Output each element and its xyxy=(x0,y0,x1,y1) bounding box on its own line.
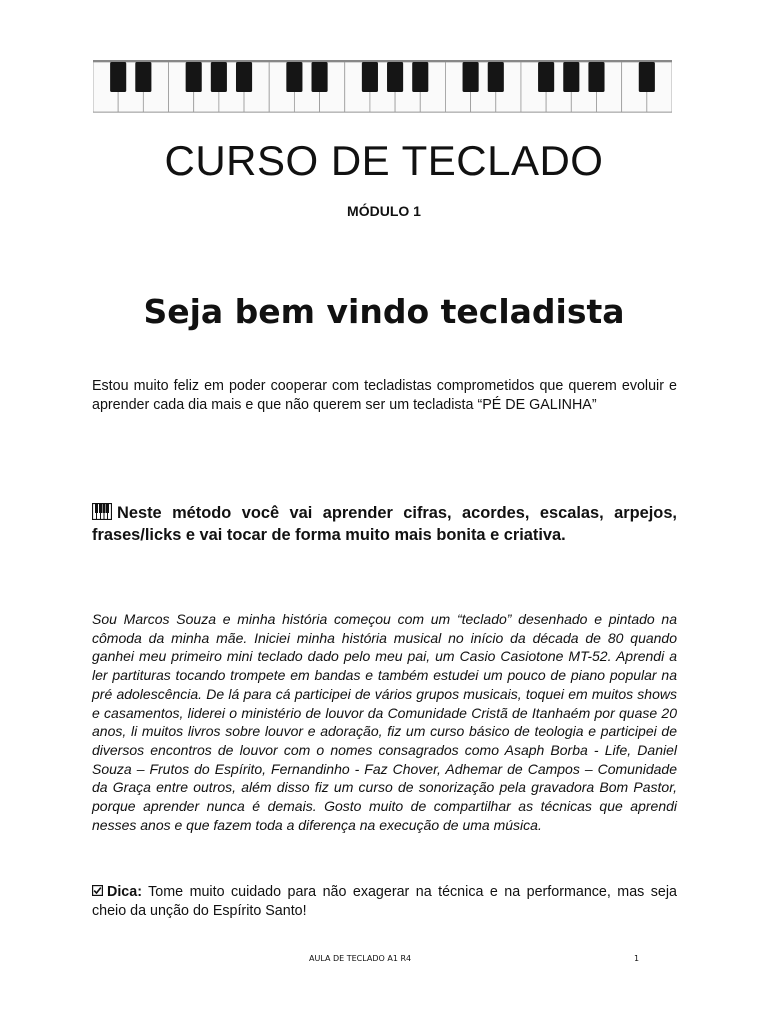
black-key xyxy=(639,62,655,92)
method-paragraph xyxy=(92,502,677,546)
black-key xyxy=(588,62,604,92)
piano-keyboard-banner xyxy=(93,60,672,113)
black-key xyxy=(412,62,428,92)
checkbox-icon xyxy=(92,883,103,894)
tip-paragraph xyxy=(92,883,677,920)
page-title: CURSO DE TECLADO xyxy=(164,137,604,184)
black-key xyxy=(463,62,479,92)
page-number: 1 xyxy=(634,954,640,963)
black-key xyxy=(286,62,302,92)
module-subtitle: MÓDULO 1 xyxy=(347,203,421,219)
footer-text: AULA DE TECLADO A1 R4 xyxy=(309,954,412,963)
black-key xyxy=(488,62,504,92)
story-paragraph: Sou Marcos Souza e minha história começou com um “teclado” desenhado e pintado na cômoda da minha mãe. Iniciei minha história musical no início da década de 80 quando ganhei meu primeiro mini teclado dado pelo meu pai, um Casio Casiotone MT-52. Aprendi a ler partituras tocando trompete em bandas e também estudei um pouco de piano popular na pré adolescência. De lá para cá participei de vários grupos musicais, toquei em muitos shows e casamentos, liderei o ministério de louvor da Comunidade Cristã de Itanhaém por quase 20 anos, li muitos livros sobre louvor e adoração, fiz um curso básico de teologia e participei de diversos encontros de louvor com o nomes consagrados como Asaph Borba - Life, Daniel Souza – Frutos do Espírito, Fernandinho - Faz Chover, Adhemar de Campos – Comunidade da Graça entre outros, além disso fiz um curso de sonorização pela gravadora Bom Pastor, porque aprender nunca é demais. Gosto muito de compartilhar as técnicas que aprendi nesses anos e que fazem toda a diferença na execução de uma música. xyxy=(92,611,677,833)
black-key xyxy=(186,62,202,92)
tip-label: Dica: xyxy=(107,884,142,900)
black-key xyxy=(110,62,126,92)
black-key xyxy=(312,62,328,92)
black-key xyxy=(211,62,227,92)
black-key xyxy=(538,62,554,92)
intro-paragraph: Estou muito feliz em poder cooperar com tecladistas comprometidos que querem evoluir e aprender cada dia mais e que não querem ser um tecladista “PÉ DE GALINHA” xyxy=(92,378,677,413)
black-key xyxy=(135,62,151,92)
welcome-heading: Seja bem vindo tecladista xyxy=(143,292,625,331)
black-key xyxy=(563,62,579,92)
piano-keyboard-graphic xyxy=(93,62,672,112)
method-text: Neste método você vai aprender cifras, acordes, escalas, arpejos, frases/licks e vai tocar de forma muito mais bonita e criativa. xyxy=(92,504,677,544)
black-key xyxy=(362,62,378,92)
piano-icon xyxy=(92,503,112,520)
black-key xyxy=(236,62,252,92)
black-key xyxy=(387,62,403,92)
tip-text: Tome muito cuidado para não exagerar na técnica e na performance, mas seja cheio da unção do Espírito Santo! xyxy=(92,884,677,919)
